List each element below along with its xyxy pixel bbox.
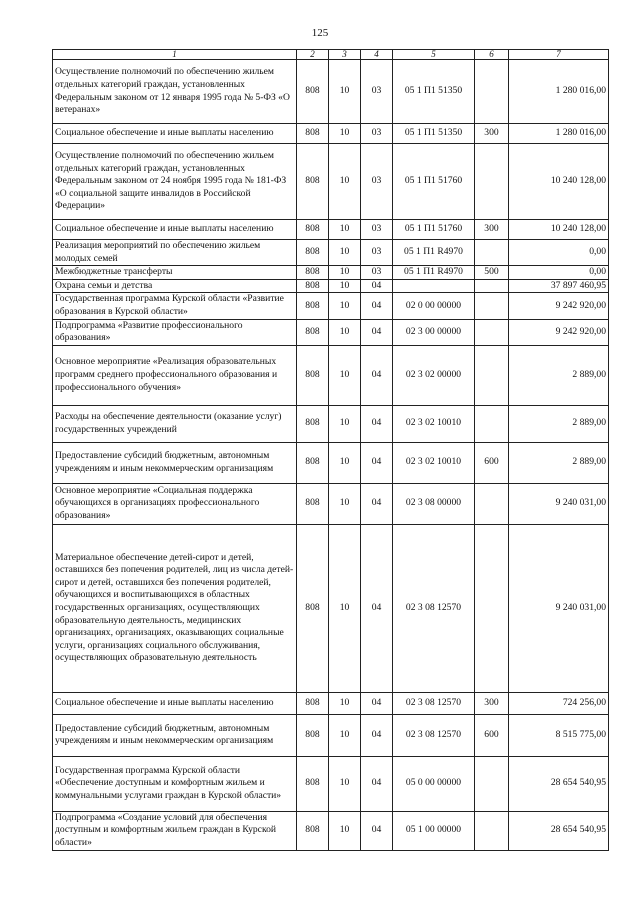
row-gov-code-cell: 808 (297, 293, 329, 319)
row-amount-cell: 9 240 031,00 (509, 483, 609, 524)
row-amount-cell: 2 889,00 (509, 345, 609, 405)
row-expense-type-cell: 300 (475, 220, 509, 240)
row-expense-type-cell (475, 483, 509, 524)
row-target-article-cell: 02 3 02 10010 (393, 405, 475, 442)
row-expense-type-cell (475, 319, 509, 345)
row-section-cell: 10 (329, 144, 361, 220)
row-name-cell: Основное мероприятие «Реализация образовательных программ среднего профессионального образования и профессионального обучения» (53, 345, 297, 405)
row-amount-cell: 724 256,00 (509, 692, 609, 714)
row-expense-type-cell (475, 279, 509, 293)
row-amount-cell: 9 242 920,00 (509, 319, 609, 345)
row-gov-code-cell: 808 (297, 266, 329, 280)
row-name-cell: Подпрограмма «Развитие профессионального образования» (53, 319, 297, 345)
row-subsection-cell: 04 (361, 293, 393, 319)
row-gov-code-cell: 808 (297, 405, 329, 442)
row-section-cell: 10 (329, 524, 361, 692)
header-cell-1: 1 (53, 50, 297, 60)
row-amount-cell: 0,00 (509, 266, 609, 280)
row-subsection-cell: 04 (361, 692, 393, 714)
budget-table (52, 49, 609, 851)
row-name-cell: Основное мероприятие «Социальная поддержка обучающихся в организациях профессионального образования» (53, 483, 297, 524)
row-target-article-cell: 05 1 П1 R4970 (393, 240, 475, 266)
row-amount-cell: 8 515 775,00 (509, 714, 609, 756)
row-gov-code-cell: 808 (297, 124, 329, 144)
header-row (53, 50, 609, 60)
row-gov-code-cell: 808 (297, 319, 329, 345)
row-subsection-cell: 04 (361, 319, 393, 345)
row-gov-code-cell: 808 (297, 811, 329, 850)
row-name-cell: Предоставление субсидий бюджетным, автономным учреждениям и иным некоммерческим организациям (53, 442, 297, 483)
row-amount-cell: 10 240 128,00 (509, 220, 609, 240)
header-cell-2: 2 (297, 50, 329, 60)
table-row (53, 279, 609, 293)
row-subsection-cell: 04 (361, 524, 393, 692)
row-name-cell: Социальное обеспечение и иные выплаты населению (53, 692, 297, 714)
row-expense-type-cell (475, 240, 509, 266)
row-section-cell: 10 (329, 240, 361, 266)
row-subsection-cell: 04 (361, 279, 393, 293)
row-subsection-cell: 03 (361, 240, 393, 266)
row-section-cell: 10 (329, 692, 361, 714)
row-gov-code-cell: 808 (297, 442, 329, 483)
row-target-article-cell: 02 3 02 00000 (393, 345, 475, 405)
row-name-cell: Осуществление полномочий по обеспечению жильем отдельных категорий граждан, установленных Федеральным законом от 12 января 1995 года № 5-ФЗ «О ветеранах» (53, 60, 297, 124)
row-target-article-cell: 05 1 00 00000 (393, 811, 475, 850)
row-amount-cell: 37 897 460,95 (509, 279, 609, 293)
row-name-cell: Предоставление субсидий бюджетным, автономным учреждениям и иным некоммерческим организациям (53, 714, 297, 756)
table-row (53, 405, 609, 442)
row-expense-type-cell: 300 (475, 692, 509, 714)
table-row (53, 345, 609, 405)
row-section-cell: 10 (329, 266, 361, 280)
row-target-article-cell: 05 1 П1 51760 (393, 220, 475, 240)
row-gov-code-cell: 808 (297, 60, 329, 124)
row-section-cell: 10 (329, 220, 361, 240)
row-expense-type-cell (475, 811, 509, 850)
row-name-cell: Государственная программа Курской области «Обеспечение доступным и комфортным жильем и коммунальными услугами граждан в Курской области» (53, 756, 297, 811)
table-row (53, 756, 609, 811)
row-section-cell: 10 (329, 442, 361, 483)
table-row (53, 483, 609, 524)
row-gov-code-cell: 808 (297, 524, 329, 692)
row-expense-type-cell (475, 60, 509, 124)
row-subsection-cell: 04 (361, 714, 393, 756)
row-name-cell: Социальное обеспечение и иные выплаты населению (53, 124, 297, 144)
row-gov-code-cell: 808 (297, 756, 329, 811)
table-row (53, 442, 609, 483)
row-subsection-cell: 04 (361, 345, 393, 405)
row-name-cell: Реализация мероприятий по обеспечению жильем молодых семей (53, 240, 297, 266)
row-section-cell: 10 (329, 756, 361, 811)
row-expense-type-cell (475, 756, 509, 811)
row-target-article-cell (393, 279, 475, 293)
row-section-cell: 10 (329, 345, 361, 405)
row-section-cell: 10 (329, 293, 361, 319)
row-subsection-cell: 04 (361, 811, 393, 850)
table-row (53, 692, 609, 714)
row-amount-cell: 28 654 540,95 (509, 811, 609, 850)
table-row (53, 60, 609, 124)
row-target-article-cell: 02 3 08 12570 (393, 524, 475, 692)
row-target-article-cell: 02 3 02 10010 (393, 442, 475, 483)
row-name-cell: Осуществление полномочий по обеспечению жильем отдельных категорий граждан, установленных Федеральным законом от 24 ноября 1995 года № 181-ФЗ «О социальной защите инвалидов в Российской Федерации» (53, 144, 297, 220)
row-expense-type-cell (475, 293, 509, 319)
row-expense-type-cell: 600 (475, 442, 509, 483)
row-amount-cell: 28 654 540,95 (509, 756, 609, 811)
row-section-cell: 10 (329, 319, 361, 345)
row-gov-code-cell: 808 (297, 692, 329, 714)
row-section-cell: 10 (329, 60, 361, 124)
row-gov-code-cell: 808 (297, 483, 329, 524)
row-subsection-cell: 03 (361, 144, 393, 220)
row-gov-code-cell: 808 (297, 279, 329, 293)
row-subsection-cell: 03 (361, 124, 393, 144)
row-gov-code-cell: 808 (297, 240, 329, 266)
row-target-article-cell: 05 1 П1 51350 (393, 124, 475, 144)
row-name-cell: Подпрограмма «Создание условий для обеспечения доступным и комфортным жильем граждан в Курской области» (53, 811, 297, 850)
table-row (53, 144, 609, 220)
row-expense-type-cell: 500 (475, 266, 509, 280)
row-expense-type-cell (475, 345, 509, 405)
row-section-cell: 10 (329, 714, 361, 756)
row-section-cell: 10 (329, 405, 361, 442)
row-amount-cell: 1 280 016,00 (509, 60, 609, 124)
table-row (53, 124, 609, 144)
row-amount-cell: 0,00 (509, 240, 609, 266)
row-target-article-cell: 02 3 08 12570 (393, 692, 475, 714)
table-row (53, 266, 609, 280)
row-target-article-cell: 05 0 00 00000 (393, 756, 475, 811)
row-section-cell: 10 (329, 279, 361, 293)
row-target-article-cell: 02 3 08 00000 (393, 483, 475, 524)
row-target-article-cell: 05 1 П1 51760 (393, 144, 475, 220)
row-amount-cell: 2 889,00 (509, 442, 609, 483)
row-section-cell: 10 (329, 124, 361, 144)
row-amount-cell: 10 240 128,00 (509, 144, 609, 220)
row-amount-cell: 1 280 016,00 (509, 124, 609, 144)
row-subsection-cell: 04 (361, 756, 393, 811)
table-row (53, 811, 609, 850)
row-name-cell: Социальное обеспечение и иные выплаты населению (53, 220, 297, 240)
row-expense-type-cell (475, 144, 509, 220)
row-subsection-cell: 04 (361, 405, 393, 442)
row-name-cell: Охрана семьи и детства (53, 279, 297, 293)
row-gov-code-cell: 808 (297, 345, 329, 405)
row-name-cell: Материальное обеспечение детей-сирот и детей, оставшихся без попечения родителей, лиц из числа детей-сирот и детей, оставшихся без попечения родителей, обучающихся и воспитывающихся в областных государственных организациях, осуществляющих образовательную деятельность, медицинских организациях, организациях, оказывающих социальные услуги, организациях социального обслуживания, осуществляющих образовательную деятельность (53, 524, 297, 692)
header-cell-4: 4 (361, 50, 393, 60)
row-amount-cell: 2 889,00 (509, 405, 609, 442)
row-name-cell: Расходы на обеспечение деятельности (оказание услуг) государственных учреждений (53, 405, 297, 442)
row-expense-type-cell: 300 (475, 124, 509, 144)
table-row (53, 220, 609, 240)
row-subsection-cell: 03 (361, 266, 393, 280)
row-name-cell: Государственная программа Курской области «Развитие образования в Курской области» (53, 293, 297, 319)
table-row (53, 714, 609, 756)
page-number: 125 (311, 27, 329, 39)
row-target-article-cell: 02 3 00 00000 (393, 319, 475, 345)
header-cell-5: 5 (393, 50, 475, 60)
table-row (53, 319, 609, 345)
row-expense-type-cell: 600 (475, 714, 509, 756)
row-section-cell: 10 (329, 483, 361, 524)
row-gov-code-cell: 808 (297, 144, 329, 220)
row-subsection-cell: 04 (361, 483, 393, 524)
table-row (53, 240, 609, 266)
header-cell-7: 7 (509, 50, 609, 60)
row-target-article-cell: 05 1 П1 51350 (393, 60, 475, 124)
row-gov-code-cell: 808 (297, 220, 329, 240)
row-gov-code-cell: 808 (297, 714, 329, 756)
row-subsection-cell: 03 (361, 60, 393, 124)
row-target-article-cell: 02 0 00 00000 (393, 293, 475, 319)
row-target-article-cell: 05 1 П1 R4970 (393, 266, 475, 280)
row-subsection-cell: 03 (361, 220, 393, 240)
row-subsection-cell: 04 (361, 442, 393, 483)
header-cell-3: 3 (329, 50, 361, 60)
table-row (53, 524, 609, 692)
row-amount-cell: 9 240 031,00 (509, 524, 609, 692)
row-section-cell: 10 (329, 811, 361, 850)
row-amount-cell: 9 242 920,00 (509, 293, 609, 319)
row-name-cell: Межбюджетные трансферты (53, 266, 297, 280)
header-cell-6: 6 (475, 50, 509, 60)
table-row (53, 293, 609, 319)
row-expense-type-cell (475, 405, 509, 442)
row-target-article-cell: 02 3 08 12570 (393, 714, 475, 756)
row-expense-type-cell (475, 524, 509, 692)
